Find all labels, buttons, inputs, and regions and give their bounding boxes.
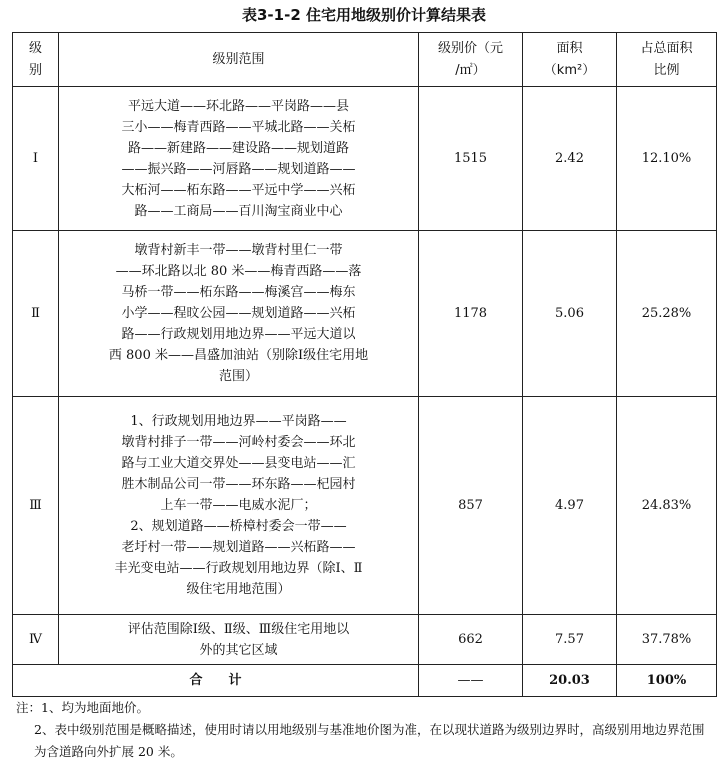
note-1: 注：1、均为地面地价。 [16, 700, 149, 715]
ratio-cell: 25.28% [617, 231, 717, 397]
area-cell: 4.97 [523, 397, 617, 615]
level-cell: Ⅳ [13, 615, 59, 665]
total-price: —— [419, 665, 523, 697]
land-price-table [12, 32, 717, 697]
price-cell: 1515 [419, 87, 523, 231]
note-2: 2、表中级别范围是概略描述，使用时请以用地级别与基准地价图为准，在以现状道路为级别边界时，高级别用地边界范围为含道路向外扩展 20 米。 [34, 722, 705, 759]
table-row [13, 87, 717, 231]
level-cell: Ⅰ [13, 87, 59, 231]
ratio-cell: 24.83% [617, 397, 717, 615]
header-ratio: 占总面积 比例 [617, 33, 717, 87]
area-cell: 2.42 [523, 87, 617, 231]
price-cell: 662 [419, 615, 523, 665]
range-cell: 评估范围除Ⅰ级、Ⅱ级、Ⅲ级住宅用地以 外的其它区域 [59, 615, 419, 665]
range-cell: 1、行政规划用地边界——平岗路—— 墩背村排子一带——河岭村委会——环北 路与工业大道交界处——县变电站——汇 胜木制品公司一带——环东路——杞园村 上车一带——电威水泥厂； 2、规划道路——桥樟村委会一带—— 老圩村一带——规划道路——兴柘路—— 丰光变电站——行政规划用地边界（除Ⅰ、Ⅱ 级住宅用地范围） [59, 397, 419, 615]
ratio-cell: 37.78% [617, 615, 717, 665]
table-notes [16, 697, 716, 763]
header-row [13, 33, 717, 87]
header-level: 级 别 [13, 33, 59, 87]
range-cell: 墩背村新丰一带——墩背村里仁一带 ——环北路以北 80 米——梅青西路——落 马桥一带——柘东路——梅溪宫——梅东 小学——程旼公园——规划道路——兴柘 路——行政规划用地边界——平远大道以 西 800 米——昌盛加油站（别除Ⅰ级住宅用地 范围） [59, 231, 419, 397]
header-price: 级别价（元 /㎡） [419, 33, 523, 87]
level-cell: Ⅲ [13, 397, 59, 615]
area-cell: 7.57 [523, 615, 617, 665]
total-label: 合 计 [13, 665, 419, 697]
price-cell: 857 [419, 397, 523, 615]
total-ratio: 100% [617, 665, 717, 697]
header-area: 面积 （km²） [523, 33, 617, 87]
level-cell: Ⅱ [13, 231, 59, 397]
table-title: 表3-1-2 住宅用地级别价计算结果表 [242, 6, 486, 24]
table-row [13, 397, 717, 615]
price-cell: 1178 [419, 231, 523, 397]
ratio-cell: 12.10% [617, 87, 717, 231]
total-row [13, 665, 717, 697]
table-row [13, 615, 717, 665]
table-row [13, 231, 717, 397]
header-range: 级别范围 [59, 33, 419, 87]
total-area: 20.03 [523, 665, 617, 697]
area-cell: 5.06 [523, 231, 617, 397]
range-cell: 平远大道——环北路——平岗路——县 三小——梅青西路——平城北路——关柘 路——新建路——建设路——规划道路 ——振兴路——河唇路——规划道路—— 大柘河——柘东路——平远中学——兴柘 路——工商局——百川淘宝商业中心 [59, 87, 419, 231]
